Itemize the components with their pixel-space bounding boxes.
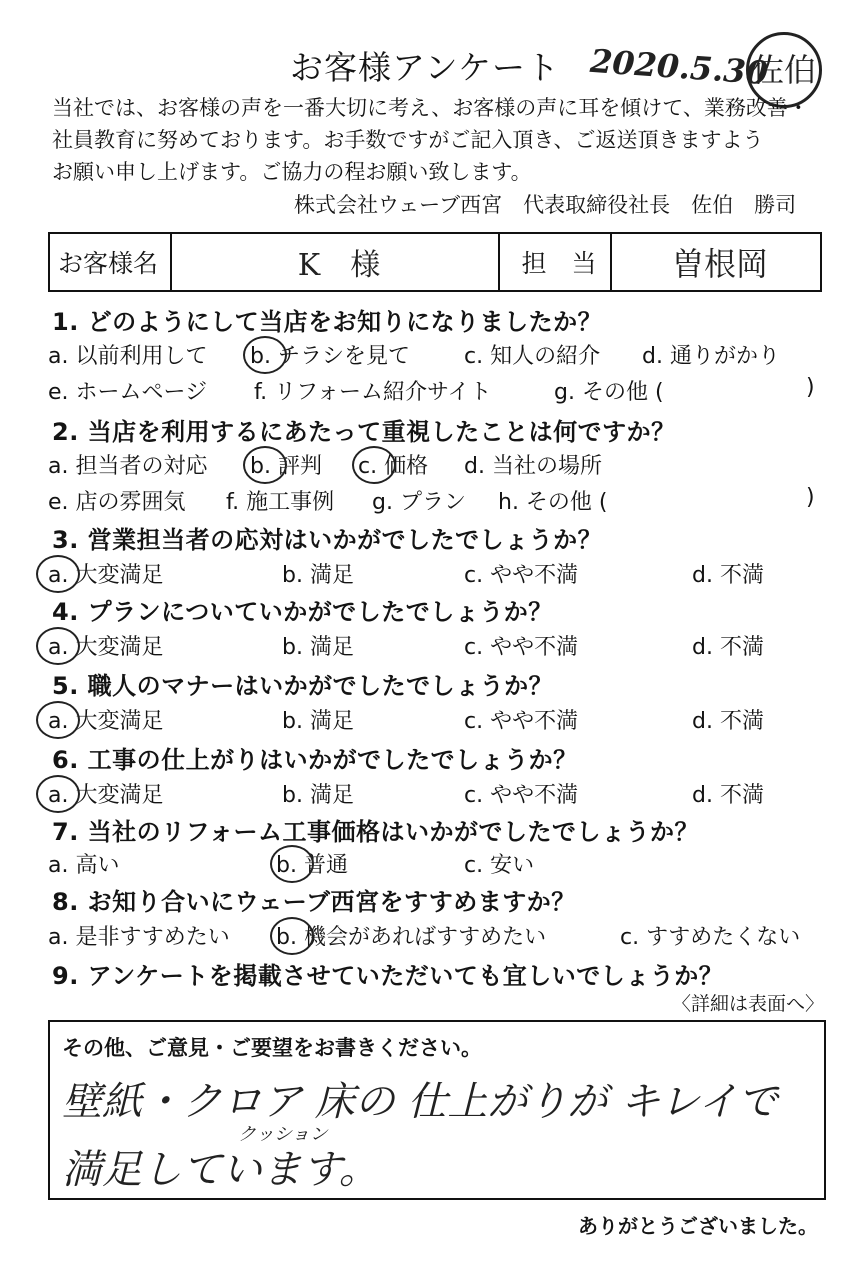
q7-option-a: a. 高い xyxy=(48,853,120,878)
question-6: 6. 工事の仕上がりはいかがでしたでしょうか？ xyxy=(52,746,578,774)
question-1: 1. どのようにして当店をお知りになりましたか？ xyxy=(52,308,603,336)
q2-option-e: e. 店の雰囲気 xyxy=(48,490,186,515)
q2-option-b: b. 評判 xyxy=(250,454,322,479)
q1-option-a: a. 以前利用して xyxy=(48,344,208,369)
q5-option-d: d. 不満 xyxy=(692,709,764,734)
name-stamp: 佐伯 xyxy=(746,32,822,108)
handwritten-comment-line-2: 満足しています。 xyxy=(62,1147,379,1193)
q5-option-c: c. やや不満 xyxy=(464,709,579,734)
q1-selected-circle xyxy=(243,336,287,374)
q4-selected-circle xyxy=(36,627,80,665)
q3-option-b: b. 満足 xyxy=(282,563,354,588)
intro-line-2: 社員教育に努めております。お手数ですがご記入頂き、ご返送頂きますよう xyxy=(52,128,764,152)
intro-line-1: 当社では、お客様の声を一番大切に考え、お客様の声に耳を傾けて、業務改善・ xyxy=(52,96,809,120)
handwritten-date: 2020.5.30 xyxy=(588,41,770,93)
q5-selected-circle xyxy=(36,701,80,739)
q5-option-a: a. 大変満足 xyxy=(48,709,164,734)
q4-option-c: c. やや不満 xyxy=(464,635,579,660)
q6-option-c: c. やや不満 xyxy=(464,783,579,808)
q3-option-d: d. 不満 xyxy=(692,563,764,588)
q2-selected-circle-c xyxy=(352,446,396,484)
q6-option-b: b. 満足 xyxy=(282,783,354,808)
q4-option-d: d. 不満 xyxy=(692,635,764,660)
question-5: 5. 職人のマナーはいかがでしたでしょうか？ xyxy=(52,672,554,700)
thanks-footer: ありがとうございました。 xyxy=(578,1214,818,1238)
company-signature: 株式会社ウェーブ西宮 代表取締役社長 佐伯 勝司 xyxy=(294,193,797,217)
customer-info-table xyxy=(48,232,822,292)
customer-name-label: お客様名 xyxy=(49,233,171,291)
q2-option-a: a. 担当者の対応 xyxy=(48,454,208,479)
staff-name-value: 曽根岡 xyxy=(611,233,821,291)
q5-option-b: b. 満足 xyxy=(282,709,354,734)
q8-selected-circle xyxy=(270,917,314,955)
q2-selected-circle-b xyxy=(243,446,287,484)
detail-note: 〈詳細は表面へ〉 xyxy=(672,993,825,1015)
question-4: 4. プランについていかがでしたでしょうか？ xyxy=(52,598,553,626)
q7-option-b: b. 普通 xyxy=(276,853,348,878)
q2-option-h-close: ) xyxy=(806,485,815,510)
q1-option-d: d. 通りがかり xyxy=(642,344,780,369)
q1-option-f: f. リフォーム紹介サイト xyxy=(254,380,492,405)
q2-option-d: d. 当社の場所 xyxy=(464,454,602,479)
q8-option-b: b. 機会があればすすめたい xyxy=(276,925,547,950)
question-7: 7. 当社のリフォーム工事価格はいかがでしたでしょうか？ xyxy=(52,818,699,846)
q8-option-c: c. すすめたくない xyxy=(620,925,801,950)
q2-option-h: h. その他 ( xyxy=(498,490,608,515)
intro-line-3: お願い申し上げます。ご協力の程お願い致します。 xyxy=(52,160,532,184)
q2-option-g: g. プラン xyxy=(372,490,466,515)
handwritten-comment-ruby: クッション xyxy=(238,1124,328,1145)
q3-option-a: a. 大変満足 xyxy=(48,563,164,588)
handwritten-comment-line-1: 壁紙・クロア 床の 仕上がりが キレイで xyxy=(62,1079,778,1125)
customer-name-value: K 様 xyxy=(171,233,499,291)
q3-selected-circle xyxy=(36,555,80,593)
q3-option-c: c. やや不満 xyxy=(464,563,579,588)
q7-option-c: c. 安い xyxy=(464,853,535,878)
q1-option-e: e. ホームページ xyxy=(48,380,208,405)
q6-selected-circle xyxy=(36,775,80,813)
q1-option-g: g. その他 ( xyxy=(554,380,664,405)
question-9: 9. アンケートを掲載させていただいても宜しいでしょうか？ xyxy=(52,962,724,990)
q8-option-a: a. 是非すすめたい xyxy=(48,925,230,950)
q2-option-f: f. 施工事例 xyxy=(226,490,335,515)
question-8: 8. お知り合いにウェーブ西宮をすすめますか？ xyxy=(52,888,576,916)
question-2: 2. 当店を利用するにあたって重視したことは何ですか？ xyxy=(52,418,676,446)
q4-option-a: a. 大変満足 xyxy=(48,635,164,660)
form-title: お客様アンケート xyxy=(290,48,561,87)
q2-option-c: c. 価格 xyxy=(358,454,429,479)
comment-box-label: その他、ご意見・ご要望をお書きください。 xyxy=(62,1036,482,1060)
q1-option-b: b. チラシを見て xyxy=(250,344,410,369)
q6-option-a: a. 大変満足 xyxy=(48,783,164,808)
q7-selected-circle xyxy=(270,845,314,883)
q1-option-c: c. 知人の紹介 xyxy=(464,344,601,369)
q6-option-d: d. 不満 xyxy=(692,783,764,808)
q4-option-b: b. 満足 xyxy=(282,635,354,660)
question-3: 3. 営業担当者の応対はいかがでしたでしょうか？ xyxy=(52,526,603,554)
q1-option-g-close: ) xyxy=(806,375,815,400)
staff-label: 担 当 xyxy=(499,233,611,291)
